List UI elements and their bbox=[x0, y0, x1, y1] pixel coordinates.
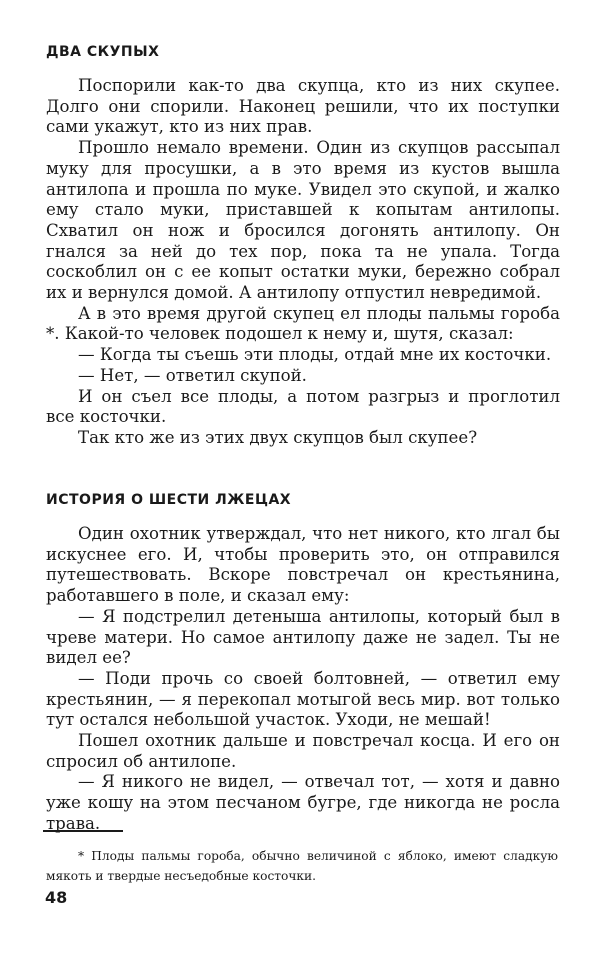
paragraph: Поспорили как-то два скупца, кто из них скупее. Долго они спорили. Наконец решили, что их поступки сами укажут, кто из них прав. bbox=[46, 76, 560, 137]
paragraph: И он съел все плоды, а потом разгрыз и проглотил все косточки. bbox=[46, 386, 560, 427]
story-body-six-liars bbox=[46, 524, 560, 835]
dialogue-line: — Когда ты съешь эти плоды, отдай мне их косточки. bbox=[78, 345, 552, 365]
story-title-two-misers: ДВА СКУПЫХ bbox=[46, 44, 160, 60]
story-body-two-misers bbox=[46, 76, 560, 449]
dialogue-line: — Я подстрелил детеныша антилопы, который был в чреве матери. Но самое антилопу даже не задел. Ты не видел ее? bbox=[46, 606, 560, 668]
dialogue-line: — Нет, — ответил скупой. bbox=[78, 365, 307, 385]
footnote: * Плоды пальмы гороба, обычно величиной с яблоко, имеют сладкую мякоть и твердые несъедобные косточки. bbox=[46, 849, 558, 883]
dialogue-line: — Поди прочь со своей болтовней, — ответил ему крестьянин, — я перекопал мотыгой весь мир. вот только тут остался небольшой участок. Уходи, не мешай! bbox=[46, 668, 560, 730]
footnote-divider bbox=[43, 830, 123, 832]
paragraph: Пошел охотник дальше и повстречал косца. И его он спросил об антилопе. bbox=[46, 731, 560, 771]
paragraph: Один охотник утверждал, что нет никого, кто лгал бы искуснее его. И, чтобы проверить это, он отправился путешествовать. Вскоре повстречал он крестьянина, работавшего в поле, и сказал ему: bbox=[46, 524, 560, 606]
story-title-six-liars: ИСТОРИЯ О ШЕСТИ ЛЖЕЦАХ bbox=[46, 492, 292, 508]
paragraph: А в это время другой скупец ел плоды пальмы гороба *. Какой-то человек подошел к нему и, шутя, сказал: bbox=[46, 303, 560, 344]
paragraph: Так кто же из этих двух скупцов был скупее? bbox=[78, 427, 478, 447]
page-number: 48 bbox=[45, 888, 68, 907]
dialogue-line: — Я никого не видел, — отвечал тот, — хотя и давно уже кошу на этом песчаном бугре, где никогда не росла трава. bbox=[46, 772, 560, 833]
paragraph: Прошло немало времени. Один из скупцов рассыпал муку для просушки, а в это время из кустов вышла антилопа и прошла по муке. Увидел это скупой, и жалко ему стало муки, приставшей к копытам антилопы. Схватил он нож и бросился догонять антилопу. Он гнался за ней до тех пор, пока та не упала. Тогда соскоблил он с ее копыт остатки муки, бережно собрал их и вернулся домой. А антилопу отпустил невредимой. bbox=[46, 138, 560, 303]
